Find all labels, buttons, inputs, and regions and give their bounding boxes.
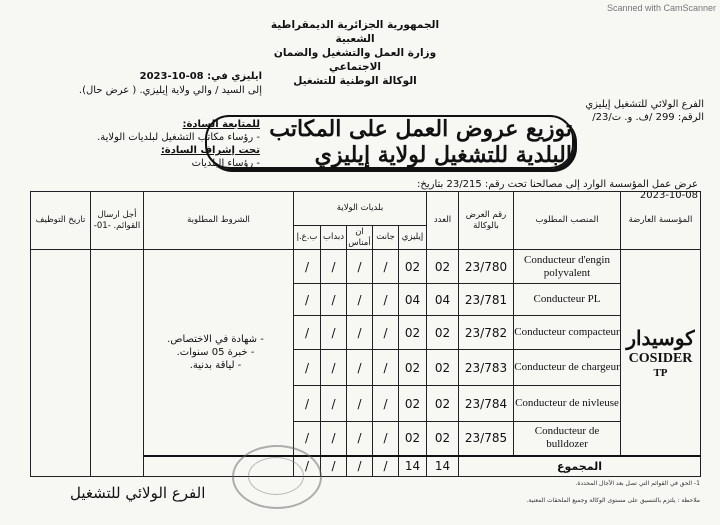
condition-item: - خبرة 05 سنوات. — [176, 346, 255, 358]
total-illizi: 14 — [399, 456, 427, 477]
total-label: المجموع — [459, 456, 701, 477]
header-deadline: أجل ارسال القوائم. -01- — [91, 192, 144, 250]
offer-reference: عرض عمل المؤسسة الوارد إلى مصالحنا تحت رقم: 23/215 بتاريخ: 08-10-2023 — [417, 179, 698, 201]
company-arabic: كوسيدار — [626, 327, 695, 350]
illizi-cell: 04 — [399, 284, 427, 316]
in-amenas-cell: / — [347, 316, 373, 350]
offer-cell: 23/783 — [459, 350, 514, 386]
offer-cell: 23/784 — [459, 386, 514, 422]
branch-info — [554, 98, 704, 124]
in-amenas-cell: / — [347, 284, 373, 316]
company-cell — [621, 250, 701, 456]
in-amenas-cell: / — [347, 350, 373, 386]
post-cell: Conducteur de nivleuse — [514, 386, 621, 422]
count-cell: 02 — [427, 350, 459, 386]
branch-name: الفرع الولائي للتشغيل إيليزي — [585, 99, 704, 110]
offer-cell: 23/780 — [459, 250, 514, 284]
camscanner-watermark: Scanned with CamScanner — [606, 3, 716, 13]
djanet-cell: / — [373, 316, 399, 350]
conditions-cell — [144, 250, 294, 456]
follow-title: للمتابعة السادة: — [182, 119, 260, 130]
illizi-cell: 02 — [399, 250, 427, 284]
djanet-cell: / — [373, 422, 399, 456]
bordj-cell: / — [294, 386, 321, 422]
header-djanet: جانت — [373, 226, 399, 250]
debdeb-cell: / — [321, 350, 347, 386]
bordj-cell: / — [294, 284, 321, 316]
signature-block: الفرع الولائي للتشغيل — [70, 484, 206, 502]
djanet-cell: / — [373, 386, 399, 422]
post-cell: Conducteur PL — [514, 284, 621, 316]
header-hiring-date: تاريخ التوظيف — [31, 192, 91, 250]
bordj-cell: / — [294, 422, 321, 456]
count-cell: 02 — [427, 386, 459, 422]
debdeb-cell: / — [321, 316, 347, 350]
in-amenas-cell: / — [347, 386, 373, 422]
hiring-date-cell — [31, 250, 91, 477]
official-stamp — [232, 445, 322, 509]
reference-number: الرقم: 299 /ف. و. ت/23/ — [592, 112, 704, 123]
condition-item: - شهادة في الاختصاص. — [167, 333, 264, 345]
header-illizi: إيليزي — [399, 226, 427, 250]
post-cell: Conducteur compacteur — [514, 316, 621, 350]
illizi-cell: 02 — [399, 316, 427, 350]
count-cell: 02 — [427, 316, 459, 350]
djanet-cell: / — [373, 284, 399, 316]
letter-address — [62, 70, 262, 98]
offers-table — [30, 191, 701, 477]
header-bordj: ب.ع.إ — [294, 226, 321, 250]
header-count: العدد — [427, 192, 459, 250]
post-cell: Conducteur de chargeur — [514, 350, 621, 386]
letter-recipient: إلى السيد / والي ولاية إيليزي. ( عرض حال). — [78, 85, 262, 96]
debdeb-cell: / — [321, 422, 347, 456]
in-amenas-cell: / — [347, 250, 373, 284]
footnote-1: 1- الحق في القوائم التي تصل بعد الآجال المحددة. — [575, 480, 700, 487]
illizi-cell: 02 — [399, 350, 427, 386]
post-cell: Conducteur de bulldozer — [514, 422, 621, 456]
djanet-cell: / — [373, 250, 399, 284]
header-post: المنصب المطلوب — [514, 192, 621, 250]
letter-date: ايليزي في: 08-10-2023 — [139, 71, 262, 82]
header-company: المؤسسة العارضة — [621, 192, 701, 250]
header-conditions: الشروط المطلوبة — [144, 192, 294, 250]
supervision-item: - رؤساء البلديات — [191, 158, 260, 169]
post-cell: Conducteur d'engin polyvalent — [514, 250, 621, 284]
count-cell: 04 — [427, 284, 459, 316]
bordj-cell: / — [294, 316, 321, 350]
total-djanet: / — [373, 456, 399, 477]
illizi-cell: 02 — [399, 422, 427, 456]
supervision-title: تحت إشراف السادة: — [160, 145, 260, 156]
in-amenas-cell: / — [347, 422, 373, 456]
debdeb-cell: / — [321, 284, 347, 316]
offer-cell: 23/785 — [459, 422, 514, 456]
bordj-cell: / — [294, 350, 321, 386]
footnote-2: ملاحظة : يلتزم بالتنسيق على مستوى الوكالة وجميع الملحقات المعنية. — [526, 497, 700, 504]
total-count: 14 — [427, 456, 459, 477]
republic-line: الجمهورية الجزائرية الديمقراطية الشعبية — [270, 19, 440, 45]
deadline-cell — [91, 250, 144, 477]
letterhead — [250, 18, 460, 88]
djanet-cell: / — [373, 350, 399, 386]
offer-cell: 23/781 — [459, 284, 514, 316]
count-cell: 02 — [427, 422, 459, 456]
debdeb-cell: / — [321, 250, 347, 284]
header-in-amenas: ان أمناس — [348, 226, 371, 248]
condition-item: - لياقة بدنية. — [189, 359, 242, 371]
company-suffix: TP — [653, 366, 668, 379]
header-communes: بلديات الولاية — [294, 192, 427, 226]
offer-cell: 23/782 — [459, 316, 514, 350]
agency-line: الوكالة الوطنية للتشغيل — [293, 75, 417, 87]
document-title: توزيع عروض العمل على المكاتب البلدية للتشغيل لولاية إيليزي — [205, 115, 574, 169]
total-in-amenas: / — [347, 456, 373, 477]
header-debdeb: دبداب — [321, 226, 347, 250]
total-debdeb: / — [321, 456, 347, 477]
count-cell: 02 — [427, 250, 459, 284]
follow-item: - رؤساء مكاتب التشغيل لبلديات الولاية. — [97, 132, 260, 143]
company-latin: COSIDER — [628, 350, 693, 366]
illizi-cell: 02 — [399, 386, 427, 422]
total-bordj: / — [294, 456, 321, 477]
ministry-line: وزارة العمل والتشغيل والضمان الاجتماعي — [273, 47, 437, 73]
debdeb-cell: / — [321, 386, 347, 422]
table-row — [31, 250, 701, 284]
header-offer-number: رقم العرض بالوكالة — [459, 192, 514, 250]
bordj-cell: / — [294, 250, 321, 284]
